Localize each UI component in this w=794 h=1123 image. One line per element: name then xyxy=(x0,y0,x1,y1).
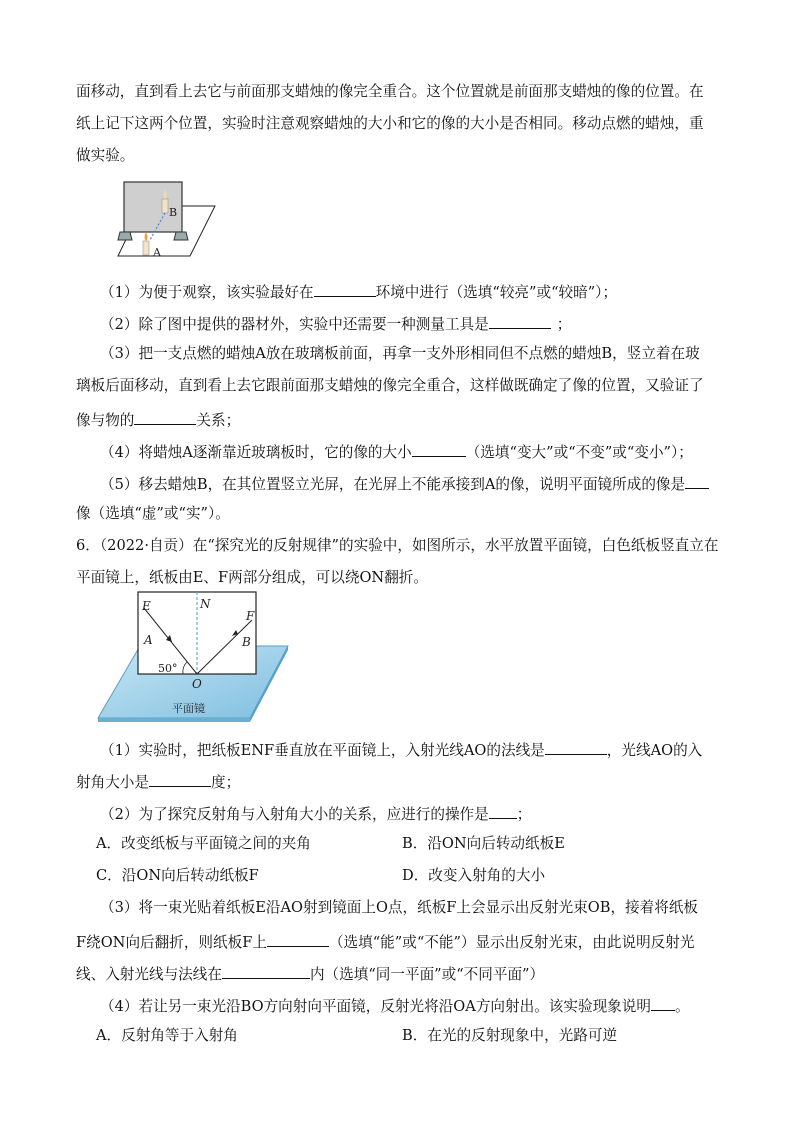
q5-part4: （4）将蜡烛A逐渐靠近玻璃板时，它的像的大小 （选填“变大”或“不变”或“变小”）； xyxy=(100,440,693,463)
answer-blank[interactable] xyxy=(149,770,211,787)
fig-label-n: N xyxy=(200,597,211,611)
q6-part2-option-a[interactable]: A．改变纸板与平面镜之间的夹角 xyxy=(96,835,311,852)
intro-line-1: 面移动，直到看上去它与前面那支蜡烛的像完全重合。这个位置就是前面那支蜡烛的像的位置。在 xyxy=(76,83,704,100)
q5-part5-line1: （5）移去蜡烛B，在其位置竖立光屏，在光屏上不能承接到A的像，说明平面镜所成的像是 xyxy=(100,472,709,495)
fig-label-e: E xyxy=(142,599,151,613)
q6-part4: （4）若让另一束光沿BO方向射向平面镜，反射光将沿OA方向射出。该实验现象说明 。 xyxy=(100,994,690,1017)
q6-part2: （2）为了探究反射角与入射角大小的关系，应进行的操作是 ； xyxy=(100,802,531,825)
answer-blank[interactable] xyxy=(267,930,329,947)
fig-label-b: B xyxy=(242,635,251,649)
fig-label-a: A xyxy=(144,633,153,647)
fig-label-f: F xyxy=(246,609,255,623)
q5-part3-line2: 璃板后面移动，直到看上去它跟前面那支蜡烛的像完全重合，这样做既确定了像的位置，又验证了 xyxy=(76,377,704,394)
answer-blank[interactable] xyxy=(314,280,376,297)
q5-part5-line2: 像（选填“虚”或“实”）。 xyxy=(76,505,230,522)
q6-part3-line1: （3）将一束光贴着纸板E沿AO射到镜面上O点，纸板F上会显示出反射光束OB，接着将纸板 xyxy=(100,899,699,916)
q5-part1: （1）为便于观察，该实验最好在 环境中进行（选填“较亮”或“较暗”）； xyxy=(100,280,617,303)
answer-blank[interactable] xyxy=(545,738,607,755)
q6-part3-line2: F绕ON向后翻折，则纸板F上 （选填“能”或“不能”）显示出反射光束，由此说明反射光 xyxy=(76,930,694,953)
answer-blank[interactable] xyxy=(489,312,551,329)
answer-blank[interactable] xyxy=(222,962,310,979)
answer-blank[interactable] xyxy=(651,994,675,1011)
candle-b-label: B xyxy=(169,206,178,219)
q5-part3-line3: 像与物的 关系； xyxy=(76,408,240,431)
q6-part2-option-b[interactable]: B．沿ON向后转动纸板E xyxy=(402,835,565,852)
q6-part3-line3: 线、入射光线与法线在 内（选填“同一平面”或“不同平面”） xyxy=(76,962,544,985)
fig-mirror-label: 平面镜 xyxy=(172,702,205,715)
q6-stem-line2: 平面镜上，纸板由E、F两部分组成，可以绕ON翻折。 xyxy=(76,569,428,586)
q5-part3-line1: （3）把一支点燃的蜡烛A放在玻璃板前面，再拿一支外形相同但不点燃的蜡烛B，竖立着在玻 xyxy=(100,345,700,362)
answer-blank[interactable] xyxy=(489,802,517,819)
q6-part4-option-a[interactable]: A．反射角等于入射角 xyxy=(96,1027,238,1044)
fig-label-o: O xyxy=(192,677,202,691)
answer-blank[interactable] xyxy=(134,408,196,425)
intro-line-3: 做实验。 xyxy=(76,147,135,164)
q6-part4-option-b[interactable]: B．在光的反射现象中，光路可逆 xyxy=(402,1027,618,1044)
q5-part2: （2）除了图中提供的器材外，实验中还需要一种测量工具是 ； xyxy=(100,312,571,335)
mirror-candle-figure xyxy=(110,176,220,264)
answer-blank[interactable] xyxy=(685,472,709,489)
fig-angle-label: 50° xyxy=(158,662,178,675)
q6-part1-line2: 射角大小是 度； xyxy=(76,770,240,793)
q6-part2-option-c[interactable]: C．沿ON向后转动纸板F xyxy=(96,867,259,884)
q6-part1-line1: （1）实验时，把纸板ENF垂直放在平面镜上，入射光线AO的法线是 ，光线AO的入 xyxy=(100,738,702,761)
answer-blank[interactable] xyxy=(412,440,466,457)
q6-part2-option-d[interactable]: D．改变入射角的大小 xyxy=(402,867,546,884)
candle-a-label: A xyxy=(153,246,161,259)
intro-line-2: 纸上记下这两个位置，实验时注意观察蜡烛的大小和它的像的大小是否相同。移动点燃的蜡烛，重 xyxy=(76,115,704,132)
q6-stem-line1: 6．（2022·自贡）在“探究光的反射规律”的实验中，如图所示，水平放置平面镜，白色纸板竖直立在 xyxy=(76,537,719,554)
reflection-figure xyxy=(94,590,294,726)
